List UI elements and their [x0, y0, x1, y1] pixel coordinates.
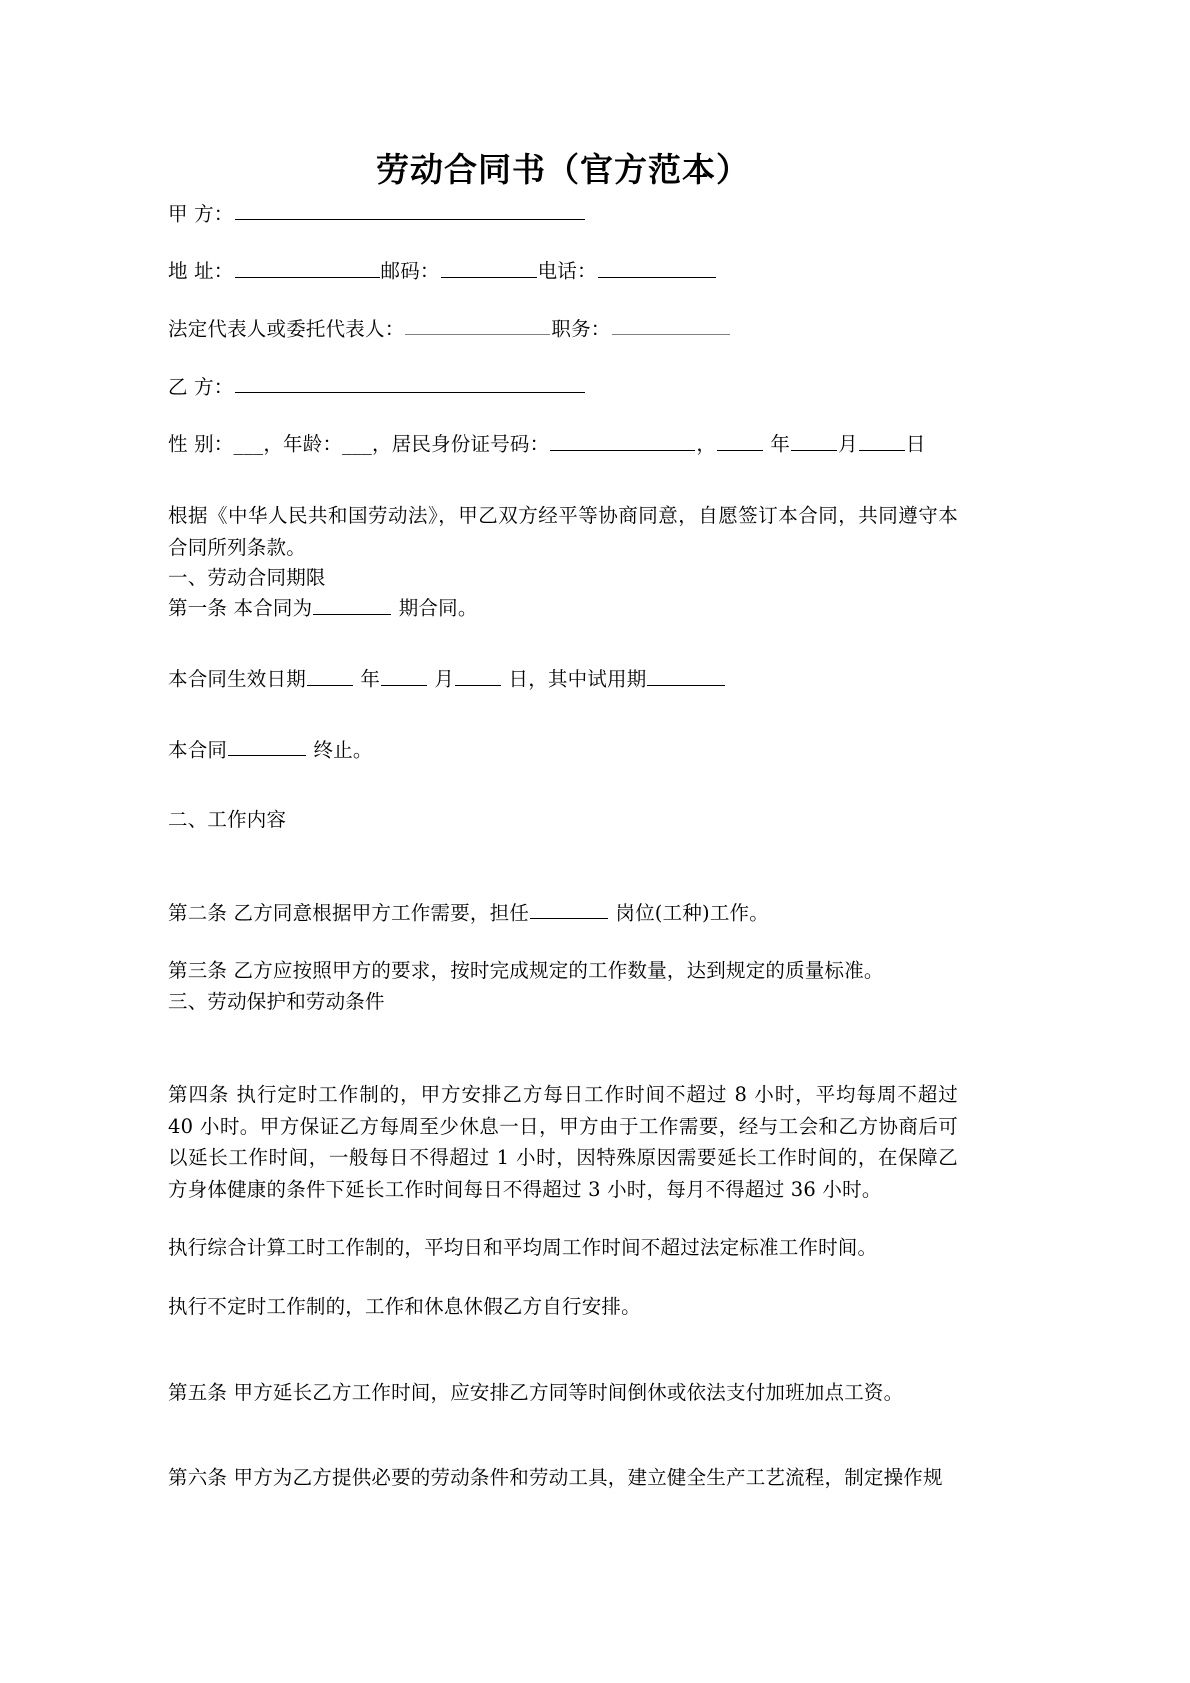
birth-year-blank[interactable]: [717, 429, 763, 450]
section-one-heading: 一、劳动合同期限: [168, 566, 326, 590]
page-title: 劳动合同书（官方范本）: [376, 150, 750, 189]
section-three-heading: 三、劳动保护和劳动条件: [168, 989, 385, 1013]
termination-suffix: 终止。: [313, 738, 373, 762]
party-b-line: [168, 372, 958, 403]
legal-representative-line: [168, 314, 958, 345]
effective-month-blank[interactable]: [381, 664, 427, 685]
article-four-paragraph: 第四条 执行定时工作制的，甲方安排乙方每日工作时间不超过 8 小时，平均每周不超过 40 小时。甲方保证乙方每周至少休息一日，甲方由于工作需要，经与工会和乙方协商后可以延长工作时间，一般每日不得超过 1 小时，因特殊原因需要延长工作时间的，在保障乙方身体健康的条件下延长工作时间每日不得超过 3 小时，每月不得超过 36 小时。: [168, 1083, 958, 1201]
address-line: [168, 256, 958, 287]
preamble-paragraph: 根据《中华人民共和国劳动法》，甲乙双方经平等协商同意，自愿签订本合同，共同遵守本合同所列条款。: [168, 503, 958, 559]
legal-rep-label: 法定代表人或委托代表人：: [168, 317, 405, 341]
effective-day-blank[interactable]: [455, 664, 501, 685]
article-four-note-two: 执行不定时工作制的，工作和休息休假乙方自行安排。: [168, 1295, 641, 1319]
legal-rep-blank[interactable]: [405, 314, 550, 335]
position-label: 职务：: [551, 317, 611, 341]
effective-year-label: 年: [360, 667, 381, 691]
article-two-prefix: 第二条 乙方同意根据甲方工作需要，担任: [168, 901, 529, 925]
job-position-blank[interactable]: [530, 898, 608, 919]
postcode-blank[interactable]: [441, 256, 537, 277]
article-five-paragraph: 第五条 甲方延长乙方工作时间，应安排乙方同等时间倒休或依法支付加班加点工资。: [168, 1380, 904, 1404]
party-b-blank[interactable]: [235, 372, 585, 393]
article-six-paragraph: 第六条 甲方为乙方提供必要的劳动条件和劳动工具，建立健全生产工艺流程，制定操作规: [168, 1466, 943, 1490]
phone-blank[interactable]: [598, 256, 716, 277]
article-one-line: [168, 593, 958, 624]
effective-year-blank[interactable]: [307, 664, 353, 685]
termination-line: [168, 735, 958, 766]
party-a-blank[interactable]: [235, 199, 585, 220]
address-blank[interactable]: [235, 256, 380, 277]
birth-month-blank[interactable]: [791, 429, 837, 450]
article-one-suffix: 期合同。: [398, 596, 478, 620]
article-two-suffix: 岗位(工种)工作。: [615, 901, 769, 925]
party-a-line: [168, 199, 958, 230]
year-label: 年: [770, 432, 791, 456]
termination-prefix: 本合同: [168, 738, 228, 762]
contract-term-blank[interactable]: [313, 593, 391, 614]
id-number-blank[interactable]: [550, 429, 695, 450]
party-a-label: 甲 方：: [168, 202, 234, 226]
phone-label: 电话：: [537, 259, 597, 283]
effective-date-prefix: 本合同生效日期: [168, 667, 306, 691]
effective-date-line: [168, 664, 958, 695]
position-blank[interactable]: [612, 314, 730, 335]
personal-info-line: [168, 429, 958, 460]
gender-age-id-label: 性 别：___，年龄：___，居民身份证号码：: [168, 432, 550, 456]
effective-month-label: 月: [434, 667, 455, 691]
article-two-line: [168, 898, 958, 929]
address-label: 地 址：: [168, 259, 234, 283]
birth-day-blank[interactable]: [859, 429, 905, 450]
probation-blank[interactable]: [647, 664, 725, 685]
article-four-note-one: 执行综合计算工时工作制的，平均日和平均周工作时间不超过法定标准工作时间。: [168, 1236, 878, 1260]
party-b-label: 乙 方：: [168, 375, 234, 399]
document-body: [168, 0, 958, 1494]
day-label: 日: [905, 432, 926, 456]
article-three-paragraph: 第三条 乙方应按照甲方的要求，按时完成规定的工作数量，达到规定的质量标准。: [168, 959, 884, 983]
section-two-heading: 二、工作内容: [168, 808, 287, 832]
termination-blank[interactable]: [228, 735, 306, 756]
month-label: 月: [838, 432, 858, 456]
postcode-label: 邮码：: [380, 259, 440, 283]
article-one-prefix: 第一条 本合同为: [168, 596, 313, 620]
date-comma: ，: [696, 432, 717, 456]
effective-day-label: 日，其中试用期: [508, 667, 647, 691]
